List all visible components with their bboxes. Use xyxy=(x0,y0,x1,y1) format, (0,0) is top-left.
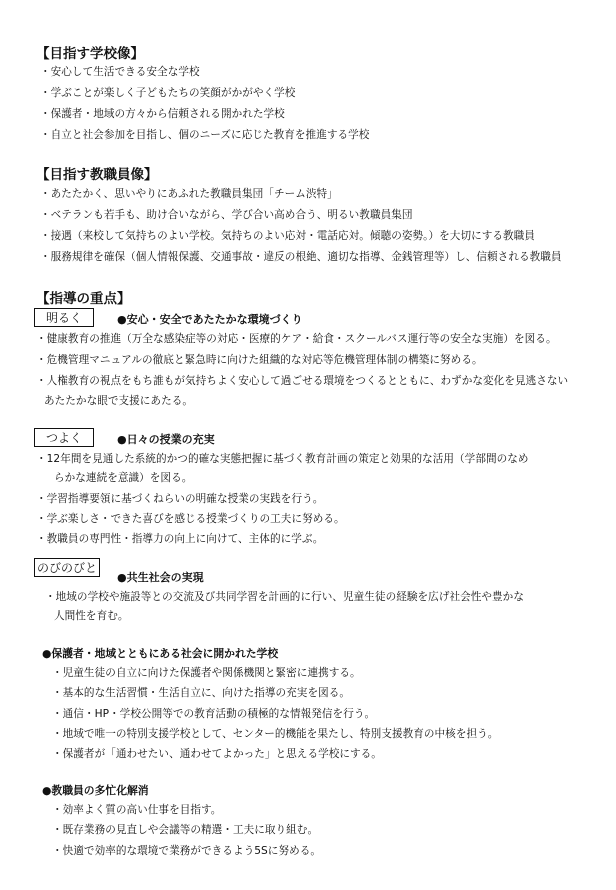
tsuyoku-label-box: つよく xyxy=(34,428,94,447)
busy-item: ・効率よく質の高い仕事を目指す。 xyxy=(52,804,222,816)
focus-heading: 【指導の重点】 xyxy=(36,291,131,307)
school-image-heading: 【目指す学校像】 xyxy=(36,46,144,62)
school-image-item: ・学ぶことが楽しく子どもたちの笑顔がかがやく学校 xyxy=(40,87,296,99)
nobinobi-label-box: のびのびと xyxy=(34,558,100,577)
tsuyoku-item: ・教職員の専門性・指導力の向上に向けて、主体的に学ぶ。 xyxy=(36,533,324,545)
akaruku-item: ・健康教育の推進（万全な感染症等の対応・医療的ケア・給食・スクールバス運行等の安全な実施）を図る。 xyxy=(36,333,557,345)
tsuyoku-item: ・学ぶ楽しさ・できた喜びを感じる授業づくりの工夫に努める。 xyxy=(36,513,345,525)
staff-image-item: ・接遇（来校して気持ちのよい学校。気持ちのよい応対・電話応対。傾聴の姿勢。）を大切にする教職員 xyxy=(40,230,535,242)
busy-subheading: ●教職員の多忙化解消 xyxy=(42,784,149,797)
staff-image-item: ・あたたかく、思いやりにあふれた教職員集団「チーム渋特」 xyxy=(40,188,338,200)
akaruku-item: ・人権教育の視点をもち誰もが気持ちよく安心して過ごせる環境をつくるとともに、わずかな変化を見逃さない xyxy=(36,375,569,387)
akaruku-item: あたたかな眼で支援にあたる。 xyxy=(44,395,194,407)
school-image-item: ・保護者・地域の方々から信頼される開かれた学校 xyxy=(40,108,285,120)
tsuyoku-item: ・学習指導要領に基づくねらいの明確な授業の実践を行う。 xyxy=(36,493,324,505)
community-item: ・保護者が「通わせたい、通わせてよかった」と思える学校にする。 xyxy=(52,748,382,760)
community-item: ・基本的な生活習慣・生活自立に、向けた指導の充実を図る。 xyxy=(52,687,351,699)
nobinobi-item: 人間性を育む。 xyxy=(54,610,129,622)
staff-image-item: ・服務規律を確保（個人情報保護、交通事故・違反の根絶、適切な指導、金銭管理等）し、信頼される教職員 xyxy=(40,251,562,263)
school-image-item: ・安心して生活できる安全な学校 xyxy=(40,66,200,78)
tsuyoku-item: ・12年間を見通した系統的かつ的確な実態把握に基づく教育計画の策定と効果的な活用（学部間のなめ xyxy=(36,453,529,465)
nobinobi-item: ・地域の学校や施設等との交流及び共同学習を計画的に行い、児童生徒の経験を広げ社会性や豊かな xyxy=(45,591,524,603)
akaruku-label-box: 明るく xyxy=(34,308,94,327)
akaruku-item: ・危機管理マニュアルの徹底と緊急時に向けた組織的な対応等危機管理体制の構築に努める。 xyxy=(36,354,483,366)
busy-item: ・既存業務の見直しや会議等の精選・工夫に取り組む。 xyxy=(52,824,319,836)
community-subheading: ●保護者・地域とともにある社会に開かれた学校 xyxy=(42,647,279,660)
busy-item: ・快適で効率的な環境で業務ができるよう5Sに努める。 xyxy=(52,845,322,857)
community-item: ・地域で唯一の特別支援学校として、センター的機能を果たし、特別支援教育の中核を担う。 xyxy=(52,728,499,740)
community-item: ・通信・HP・学校公開等での教育活動の積極的な情報発信を行う。 xyxy=(52,708,376,720)
tsuyoku-subheading: ●日々の授業の充実 xyxy=(117,433,215,446)
staff-image-item: ・ベテランも若手も、助け合いながら、学び合い高め合う、明るい教職員集団 xyxy=(40,209,413,221)
school-image-item: ・自立と社会参加を目指し、個のニーズに応じた教育を推進する学校 xyxy=(40,129,370,141)
akaruku-subheading: ●安心・安全であたたかな環境づくり xyxy=(117,313,303,326)
staff-image-heading: 【目指す教職員像】 xyxy=(36,167,158,183)
community-item: ・児童生徒の自立に向けた保護者や関係機関と緊密に連携する。 xyxy=(52,667,361,679)
tsuyoku-item: らかな連続を意識）を図る。 xyxy=(54,472,193,484)
nobinobi-subheading: ●共生社会の実現 xyxy=(117,571,204,584)
